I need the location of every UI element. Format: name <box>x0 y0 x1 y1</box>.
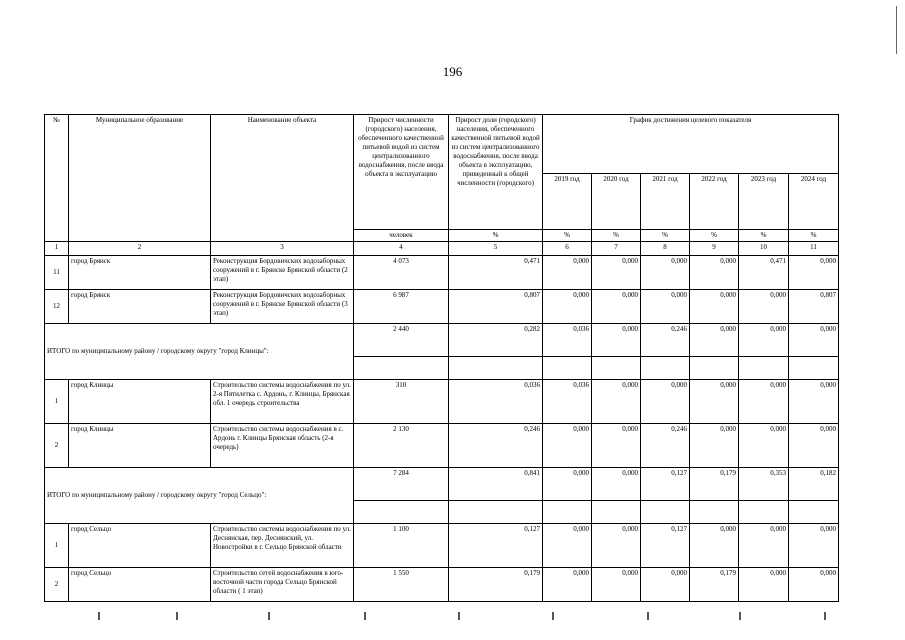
row-share: 0,246 <box>449 424 543 468</box>
empty-cell <box>789 357 839 380</box>
unit-year-percent: % <box>592 230 641 242</box>
row-municipality: город Брянск <box>69 256 211 290</box>
header-municipality: Муниципальное образование <box>69 115 211 242</box>
row-object: Реконструкция Бордовичских водозаборных сооружений в г. Брянске Брянской области (3 этап) <box>211 290 354 324</box>
unit-people: человек <box>354 230 449 242</box>
empty-cell <box>543 501 592 524</box>
row-people: 4 073 <box>354 256 449 290</box>
empty-cell <box>641 501 690 524</box>
row-year-value: 0,000 <box>739 524 789 568</box>
row-municipality: город Брянск <box>69 290 211 324</box>
total-year-value: 0,000 <box>739 324 789 357</box>
total-share: 0,282 <box>449 324 543 357</box>
row-year-value: 0,000 <box>592 424 641 468</box>
empty-cell <box>739 501 789 524</box>
empty-cell <box>449 501 543 524</box>
row-year-value: 0,000 <box>543 524 592 568</box>
row-year-value: 0,000 <box>690 524 739 568</box>
table-row <box>45 424 839 468</box>
column-number: 8 <box>641 242 690 256</box>
row-year-value: 0,471 <box>739 256 789 290</box>
row-year-value: 0,000 <box>789 524 839 568</box>
row-year-value: 0,000 <box>592 290 641 324</box>
row-year-value: 0,000 <box>789 568 839 602</box>
total-share: 0,841 <box>449 468 543 501</box>
header-object-name: Наименование объекта <box>211 115 354 242</box>
row-year-value: 0,807 <box>789 290 839 324</box>
table-row <box>45 256 839 290</box>
empty-cell <box>592 501 641 524</box>
scan-mark <box>268 612 270 620</box>
row-year-value: 0,000 <box>739 290 789 324</box>
unit-year-percent: % <box>641 230 690 242</box>
scan-mark <box>824 612 826 620</box>
scan-edge-line <box>896 6 897 54</box>
header-no: № <box>45 115 69 242</box>
page-number: 196 <box>442 64 463 79</box>
column-number: 2 <box>69 242 211 256</box>
total-year-value: 0,000 <box>592 468 641 501</box>
unit-year-percent: % <box>690 230 739 242</box>
column-number: 3 <box>211 242 354 256</box>
row-people: 6 987 <box>354 290 449 324</box>
row-year-value: 0,000 <box>543 424 592 468</box>
total-year-value: 0,000 <box>789 324 839 357</box>
column-number: 4 <box>354 242 449 256</box>
row-object: Строительство системы водоснабжения в с. Ардонь г. Клинцы Брянская область (2-я очередь) <box>211 424 354 468</box>
header-year: 2021 год <box>641 174 690 230</box>
total-year-value: 0,353 <box>739 468 789 501</box>
empty-cell <box>690 357 739 380</box>
table-row <box>45 380 839 424</box>
target-indicator-table <box>44 114 838 602</box>
row-year-value: 0,000 <box>690 424 739 468</box>
column-number: 10 <box>739 242 789 256</box>
row-municipality: город Клинцы <box>69 380 211 424</box>
row-share: 0,127 <box>449 524 543 568</box>
total-year-value: 0,000 <box>592 324 641 357</box>
table-row <box>45 568 839 602</box>
row-people: 1 550 <box>354 568 449 602</box>
row-year-value: 0,000 <box>739 424 789 468</box>
row-year-value: 0,127 <box>641 524 690 568</box>
total-year-value: 0,127 <box>641 468 690 501</box>
table-row <box>45 524 839 568</box>
row-people: 310 <box>354 380 449 424</box>
row-number: 2 <box>45 424 69 468</box>
row-year-value: 0,000 <box>543 256 592 290</box>
row-share: 0,471 <box>449 256 543 290</box>
main-table <box>44 114 839 602</box>
empty-cell <box>354 357 449 380</box>
row-year-value: 0,000 <box>739 568 789 602</box>
row-year-value: 0,000 <box>592 524 641 568</box>
row-year-value: 0,000 <box>739 380 789 424</box>
empty-cell <box>449 357 543 380</box>
header-row-1 <box>45 115 839 174</box>
unit-year-percent: % <box>789 230 839 242</box>
row-number: 2 <box>45 568 69 602</box>
row-year-value: 0,036 <box>543 380 592 424</box>
header-year: 2024 год <box>789 174 839 230</box>
row-share: 0,036 <box>449 380 543 424</box>
column-number: 11 <box>789 242 839 256</box>
row-year-value: 0,000 <box>641 568 690 602</box>
column-number: 6 <box>543 242 592 256</box>
total-year-value: 0,000 <box>543 468 592 501</box>
row-number: 11 <box>45 256 69 290</box>
row-number: 1 <box>45 524 69 568</box>
header-share-growth: Прирост доли (городского) населения, обеспеченного качественной питьевой водой из систем централизованного водоснабжения, после ввода объекта в эксплуатацию, приведенный к общей численности (городского) <box>449 115 543 230</box>
row-year-value: 0,000 <box>641 380 690 424</box>
empty-cell <box>543 357 592 380</box>
row-year-value: 0,246 <box>641 424 690 468</box>
empty-cell <box>789 501 839 524</box>
table-row <box>45 290 839 324</box>
total-row-klintsy <box>45 324 839 357</box>
empty-cell <box>739 357 789 380</box>
row-year-value: 0,000 <box>690 256 739 290</box>
header-population-growth: Прирост численности (городского) населения, обеспеченного качественной питьевой водой из систем централизованного водоснабжения, после ввода объекта в эксплуатацию <box>354 115 449 230</box>
row-people: 2 130 <box>354 424 449 468</box>
row-year-value: 0,000 <box>641 290 690 324</box>
row-year-value: 0,000 <box>543 290 592 324</box>
header-year: 2023 год <box>739 174 789 230</box>
row-year-value: 0,000 <box>641 256 690 290</box>
row-year-value: 0,000 <box>789 424 839 468</box>
column-number-row <box>45 242 839 256</box>
header-year: 2020 год <box>592 174 641 230</box>
unit-year-percent: % <box>739 230 789 242</box>
total-year-value: 0,246 <box>641 324 690 357</box>
header-year: 2022 год <box>690 174 739 230</box>
row-year-value: 0,000 <box>592 568 641 602</box>
total-label: ИТОГО по муниципальному району / городскому округу "город Клинцы": <box>45 324 354 380</box>
row-share: 0,807 <box>449 290 543 324</box>
column-number: 1 <box>45 242 69 256</box>
row-people: 1 100 <box>354 524 449 568</box>
header-year: 2019 год <box>543 174 592 230</box>
column-number: 5 <box>449 242 543 256</box>
total-people: 7 284 <box>354 468 449 501</box>
scan-mark <box>739 612 741 620</box>
total-row-seltso <box>45 468 839 501</box>
total-year-value: 0,182 <box>789 468 839 501</box>
empty-cell <box>641 357 690 380</box>
scan-mark <box>176 612 178 620</box>
row-object: Строительство сетей водоснабжения в юго-восточной части города Сельцо Брянской области ( 1 этап) <box>211 568 354 602</box>
row-object: Строительство системы водоснабжения по ул. Деснянская, пер. Деснянский, ул. Новостройки в г. Сельцо Брянской области <box>211 524 354 568</box>
scan-mark <box>552 612 554 620</box>
unit-percent: % <box>449 230 543 242</box>
row-municipality: город Сельцо <box>69 568 211 602</box>
row-year-value: 0,000 <box>690 380 739 424</box>
row-share: 0,179 <box>449 568 543 602</box>
column-number: 7 <box>592 242 641 256</box>
row-year-value: 0,000 <box>789 256 839 290</box>
row-number: 1 <box>45 380 69 424</box>
header-schedule: График достижения целевого показателя <box>543 115 839 174</box>
unit-year-percent: % <box>543 230 592 242</box>
total-people: 2 440 <box>354 324 449 357</box>
scan-mark <box>98 612 100 620</box>
row-year-value: 0,000 <box>592 380 641 424</box>
row-object: Строительство системы водоснабжения по ул. 2-я Пятилетка с. Ардонь, г. Клинцы, Брянская обл. 1 очередь строительства <box>211 380 354 424</box>
scan-mark <box>364 612 366 620</box>
row-municipality: город Сельцо <box>69 524 211 568</box>
empty-cell <box>690 501 739 524</box>
row-year-value: 0,000 <box>543 568 592 602</box>
empty-cell <box>592 357 641 380</box>
row-object: Реконструкция Бордовичских водозаборных сооружений в г. Брянске Брянской области (2 этап) <box>211 256 354 290</box>
row-year-value: 0,000 <box>690 290 739 324</box>
row-municipality: город Клинцы <box>69 424 211 468</box>
column-number: 9 <box>690 242 739 256</box>
total-year-value: 0,000 <box>690 324 739 357</box>
empty-cell <box>354 501 449 524</box>
total-year-value: 0,179 <box>690 468 739 501</box>
row-year-value: 0,000 <box>592 256 641 290</box>
total-label: ИТОГО по муниципальному району / городскому округу "город Сельцо": <box>45 468 354 524</box>
scan-mark <box>647 612 649 620</box>
row-year-value: 0,000 <box>789 380 839 424</box>
total-year-value: 0,036 <box>543 324 592 357</box>
row-number: 12 <box>45 290 69 324</box>
row-year-value: 0,179 <box>690 568 739 602</box>
scan-mark <box>458 612 460 620</box>
